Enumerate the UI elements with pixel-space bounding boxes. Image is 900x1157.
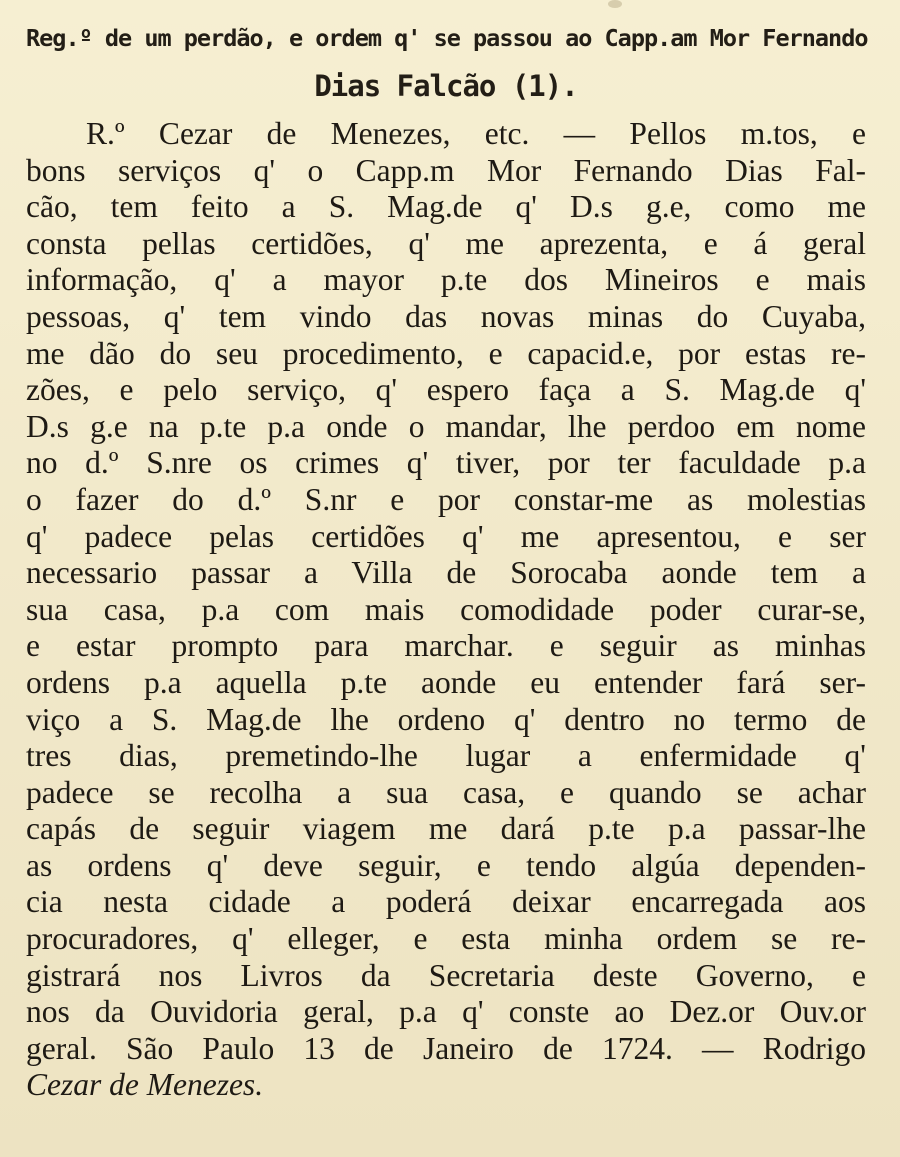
text-line: as ordens q' deve seguir, e tendo algúa dependen- [26,847,866,883]
text-line: cia nesta cidade a poderá deixar encarregada aos [26,884,866,920]
text-line: informação, q' a mayor p.te dos Mineiros e mais [26,262,866,298]
text-line: capás de seguir viagem me dará p.te p.a passar-lhe [26,811,866,847]
document-title [26,14,866,110]
ink-smudge [608,0,622,8]
text-line: pessoas, q' tem vindo das novas minas do Cuyaba, [26,298,866,334]
text-line: zões, e pelo serviço, q' espero faça a S. Mag.de q' [26,372,866,408]
title-line-2: Dias Falcão (1). [314,69,578,103]
text-line: me dão do seu procedimento, e capacid.e, por estas re- [26,335,866,371]
text-line: nos da Ouvidoria geral, p.a q' conste ao Dez.or Ouv.or [26,994,866,1030]
text-line: necessario passar a Villa de Sorocaba aonde tem a [26,555,866,591]
text-line: no d.º S.nre os crimes q' tiver, por ter faculdade p.a [26,445,866,481]
text-line: procuradores, q' elleger, e esta minha ordem se re- [26,921,866,957]
text-line: geral. São Paulo 13 de Janeiro de 1724. — Rodrigo [26,1030,866,1066]
text-line: D.s g.e na p.te p.a onde o mandar, lhe perdoo em nome [26,408,866,444]
text-line: tres dias, premetindo-lhe lugar a enfermidade q' [26,738,866,774]
title-line-1: Reg.º de um perdão, e ordem q' se passou ao Capp.am Mor Fernando [26,24,868,52]
text-line: bons serviços q' o Capp.m Mor Fernando Dias Fal- [26,152,866,188]
text-line: R.º Cezar de Menezes, etc. — Pellos m.tos, e [86,116,866,151]
text-line: padece se recolha a sua casa, e quando se achar [26,774,866,810]
signature-line: Cezar de Menezes. [26,1067,264,1103]
text-line: o fazer do d.º S.nr e por constar-me as molestias [26,481,866,517]
text-line: consta pellas certidões, q' me aprezenta, e á geral [26,225,866,261]
text-line: gistrará nos Livros da Secretaria deste Governo, e [26,957,866,993]
text-line: viço a S. Mag.de lhe ordeno q' dentro no termo de [26,701,866,737]
text-line: cão, tem feito a S. Mag.de q' D.s g.e, como me [26,189,866,225]
text-line: ordens p.a aquella p.te aonde eu entender fará ser- [26,664,866,700]
text-line: e estar prompto para marchar. e seguir as minhas [26,628,866,664]
text-line: sua casa, p.a com mais comodidade poder curar-se, [26,591,866,627]
text-line: q' padece pelas certidões q' me apresentou, e ser [26,518,866,554]
document-body [26,116,866,1104]
